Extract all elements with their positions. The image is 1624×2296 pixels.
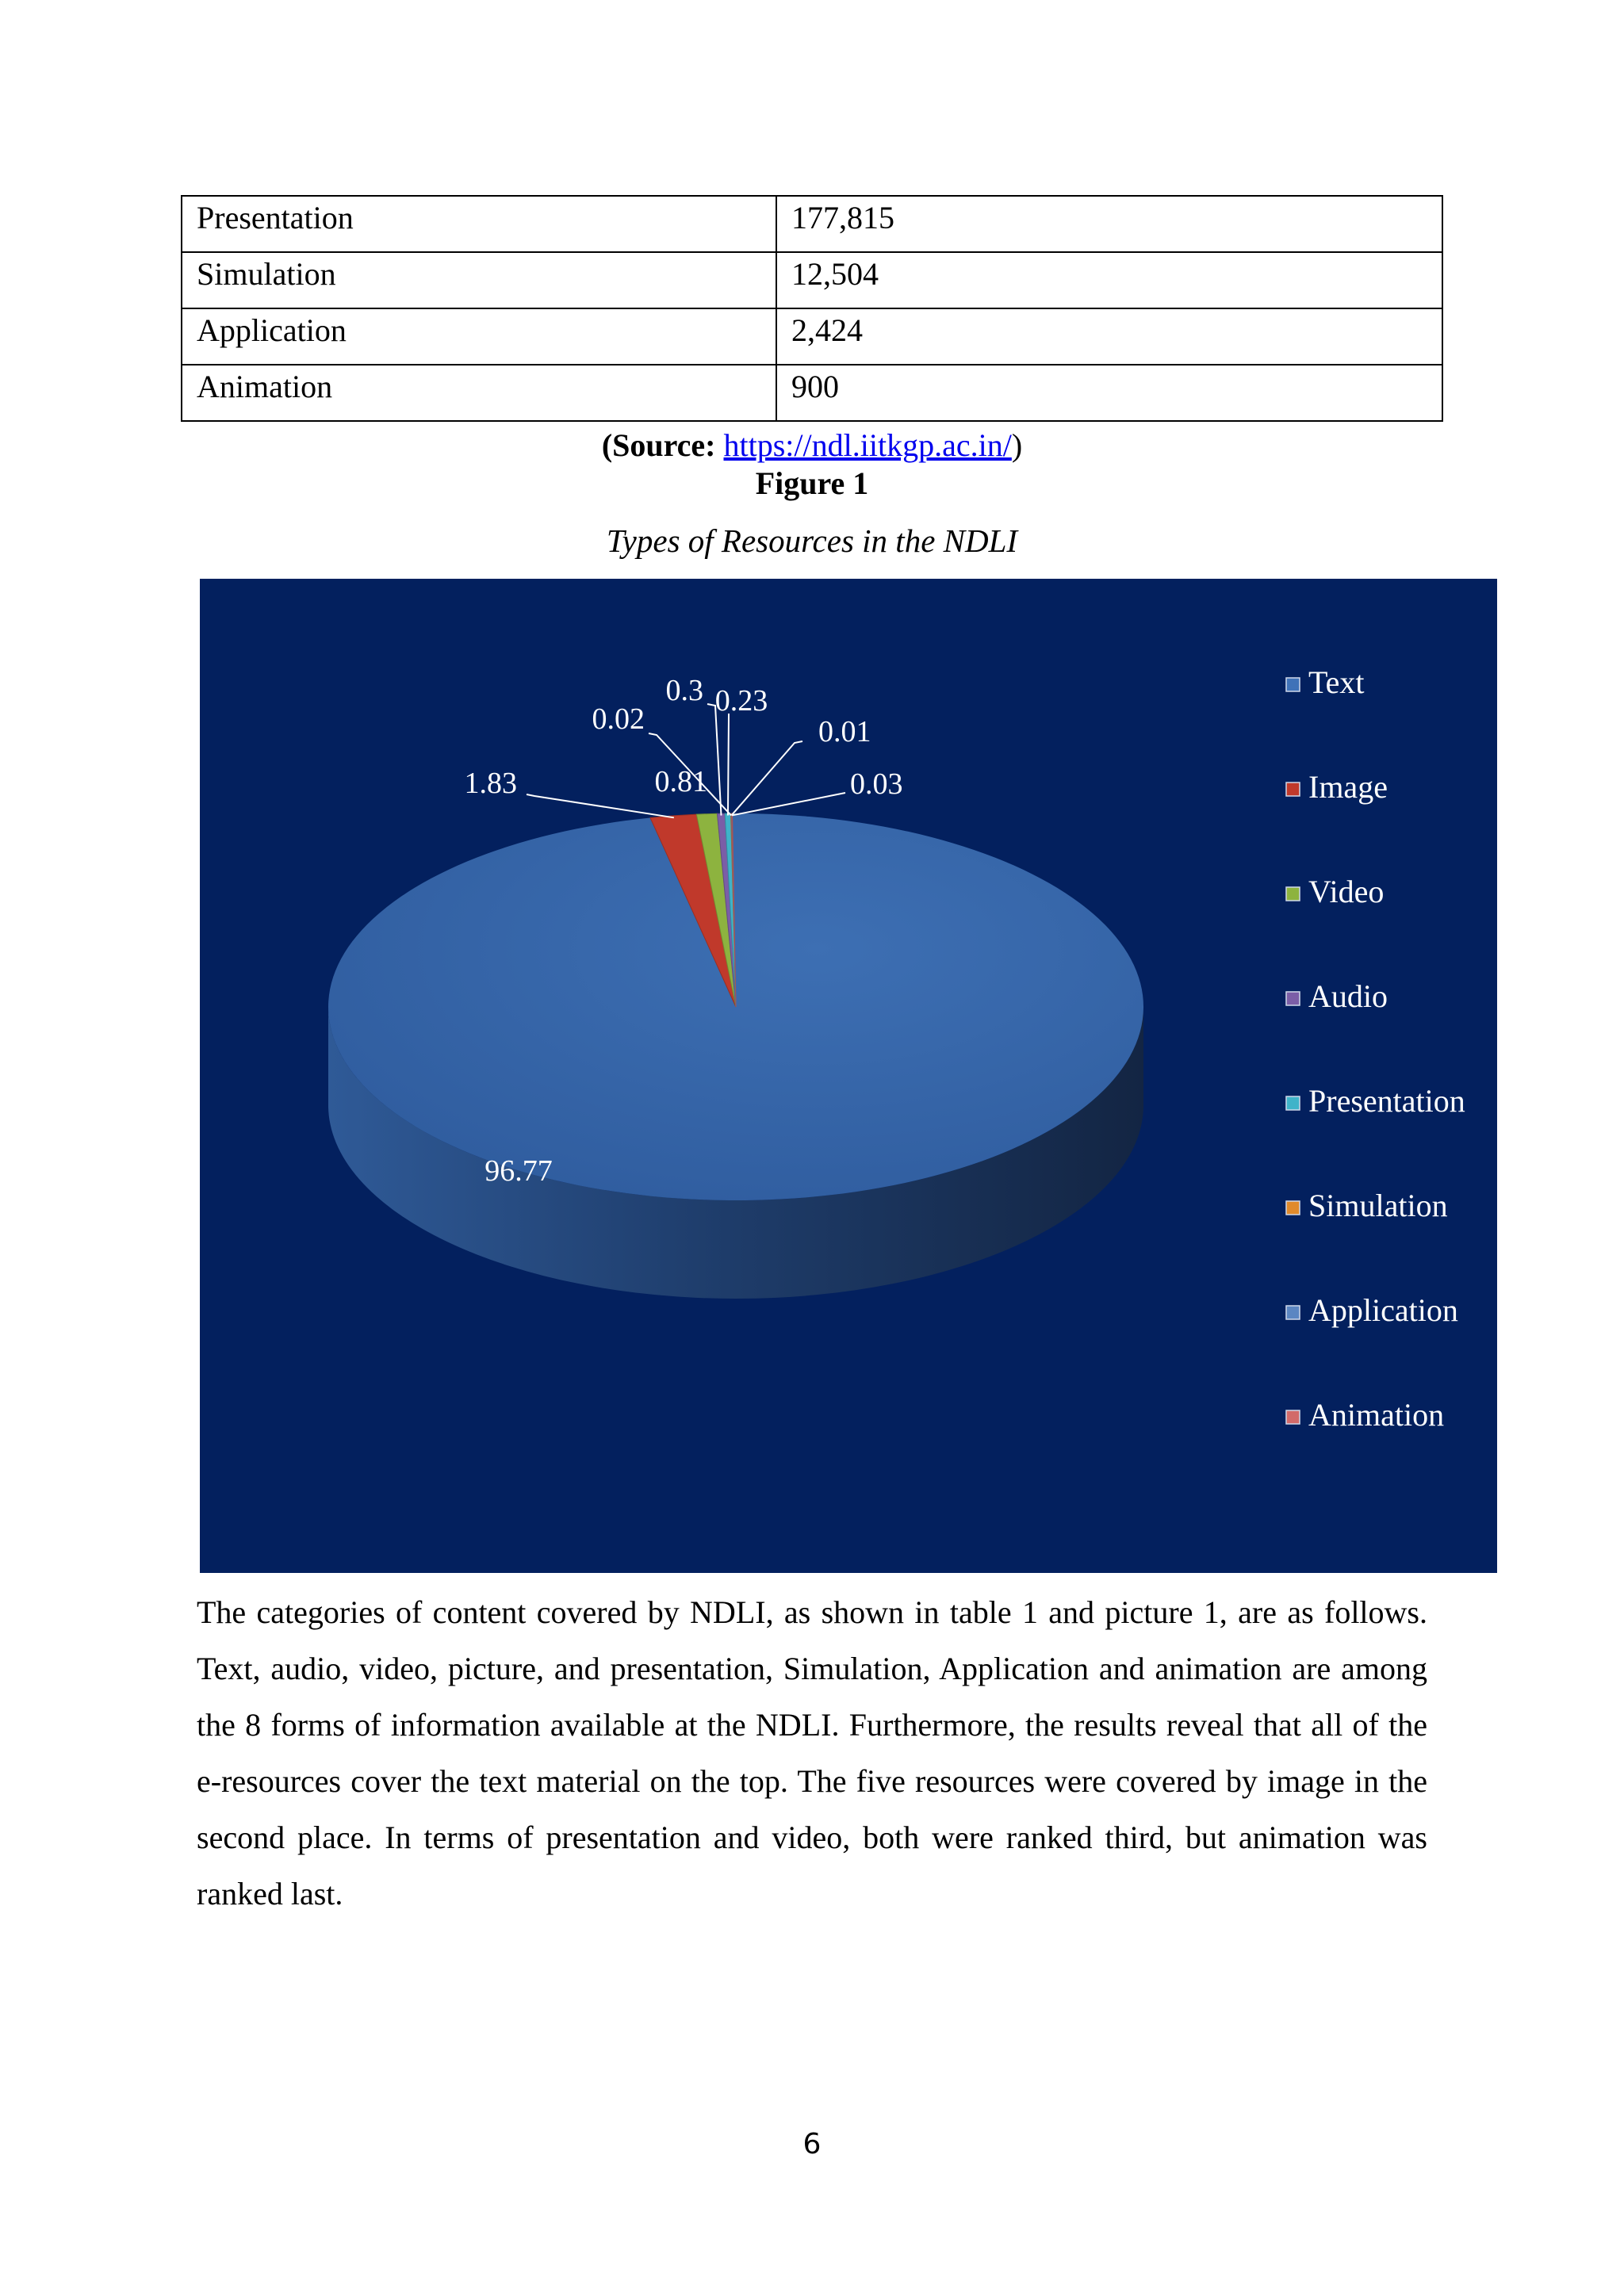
table-row [182, 308, 1442, 365]
legend-label-text: Text [1308, 664, 1365, 700]
table-cell-count: 12,504 [776, 252, 1442, 308]
source-label: (Source: [601, 427, 716, 463]
legend-label-simulation: Simulation [1308, 1188, 1448, 1223]
table-cell-type: Animation [182, 365, 776, 421]
data-label-image: 1.83 [464, 767, 517, 800]
pie-chart [200, 579, 1497, 1573]
legend-label-animation: Animation [1308, 1397, 1445, 1433]
legend-label-application: Application [1308, 1292, 1458, 1328]
data-label-video: 0.81 [654, 765, 707, 798]
figure-label: Figure 1 [755, 465, 869, 501]
leader-line-audio [707, 704, 721, 816]
legend-swatch-audio [1286, 992, 1300, 1005]
source-close: ) [1011, 427, 1023, 463]
legend-label-audio: Audio [1308, 978, 1388, 1014]
legend-swatch-image [1286, 783, 1300, 796]
leader-line-presentation [728, 714, 729, 815]
table-row [182, 365, 1442, 421]
table-cell-type: Simulation [182, 252, 776, 308]
figure-title: Types of Resources in the NDLI [606, 522, 1018, 559]
legend-swatch-text [1286, 678, 1300, 691]
data-label-audio: 0.3 [665, 674, 703, 707]
table-cell-count: 177,815 [776, 196, 1442, 252]
table-row [182, 252, 1442, 308]
resource-table [181, 195, 1443, 422]
table-cell-type: Application [182, 308, 776, 365]
legend-swatch-animation [1286, 1410, 1300, 1424]
pie-chart-svg [200, 579, 1497, 1573]
legend-label-video: Video [1308, 874, 1385, 909]
body-paragraph: The categories of content covered by NDLI, as shown in table 1 and picture 1, are as follows. Text, audio, video, picture, and presentation, Simulation, Application and animation are among the 8 forms of information available at the NDLI. Furthermore, the results reveal that all of the e-resources cover the text material on the top. The five resources were covered by image in the second place. In terms of presentation and video, both were ranked third, but animation was ranked last. [197, 1594, 1427, 1911]
legend-swatch-presentation [1286, 1096, 1300, 1110]
legend-label-image: Image [1308, 769, 1388, 805]
table-cell-count: 900 [776, 365, 1442, 421]
data-label-animation: 0.03 [850, 767, 903, 801]
data-label-presentation: 0.23 [714, 684, 768, 718]
data-label-application: 0.01 [818, 715, 871, 748]
leader-line-image [527, 794, 674, 817]
table-cell-type: Presentation [182, 196, 776, 252]
source-link[interactable]: https://ndl.iitkgp.ac.in/ [723, 427, 1012, 463]
legend-label-presentation: Presentation [1308, 1083, 1465, 1119]
source-line [0, 427, 1624, 464]
table-cell-count: 2,424 [776, 308, 1442, 365]
page-number: 6 [802, 2128, 822, 2160]
legend-swatch-video [1286, 887, 1300, 901]
table-row [182, 196, 1442, 252]
data-label-simulation: 0.02 [592, 702, 645, 736]
legend-swatch-application [1286, 1306, 1300, 1319]
data-label-text: 96.77 [485, 1154, 553, 1188]
legend-swatch-simulation [1286, 1201, 1300, 1215]
